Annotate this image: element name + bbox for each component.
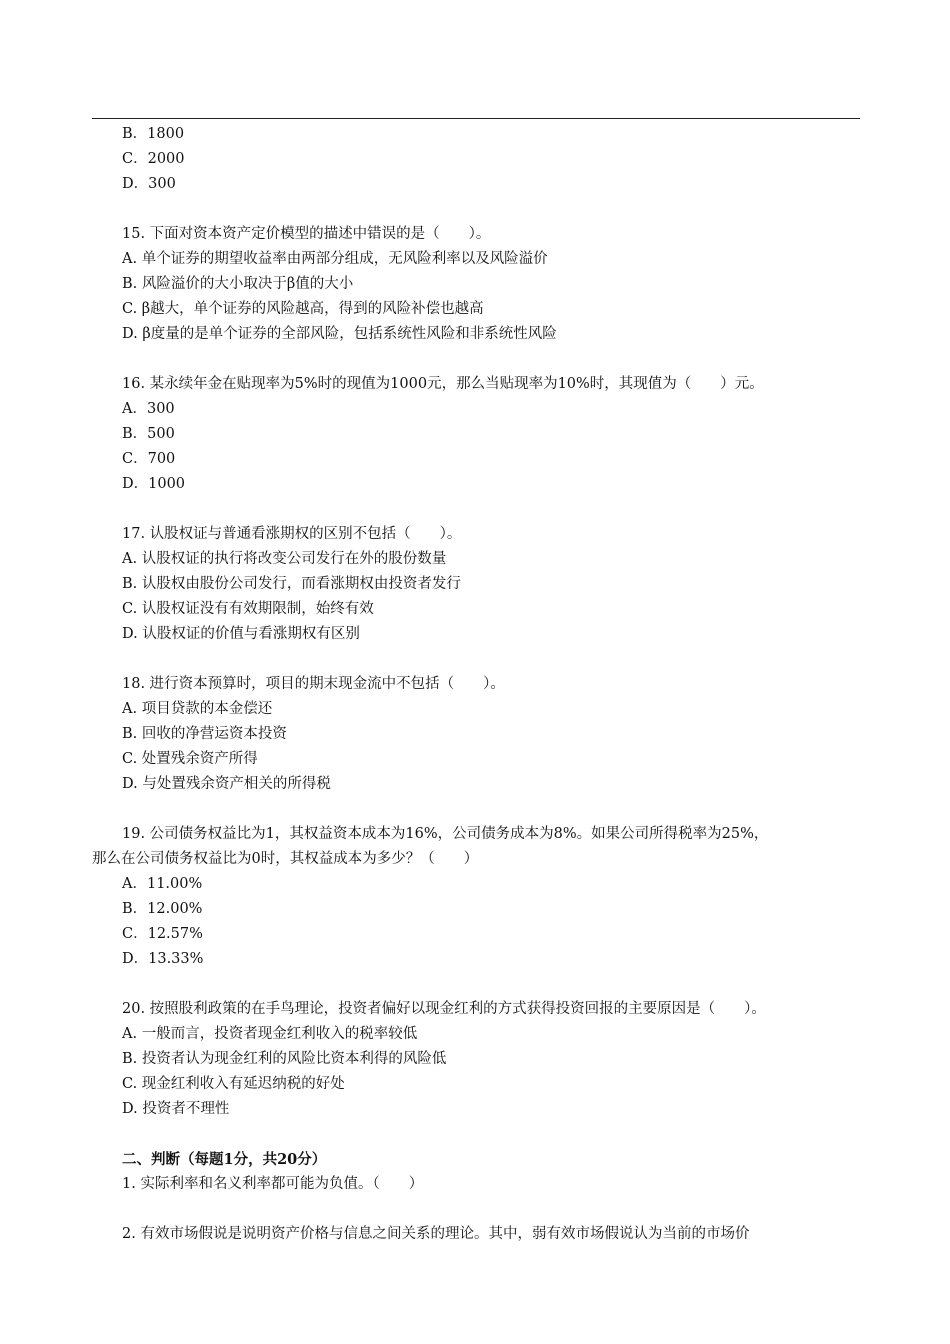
question-16-option-a: A．300 — [122, 401, 175, 417]
question-16-option-b: B．500 — [122, 426, 175, 442]
question-15-option-a: A. 单个证券的期望收益率由两部分组成，无风险利率以及风险溢价 — [122, 251, 548, 267]
question-15-option-b: B. 风险溢价的大小取决于β值的大小 — [122, 276, 354, 292]
question-20-stem: 20. 按照股利政策的在手鸟理论，投资者偏好以现金红利的方式获得投资回报的主要原因是（ ）。 — [122, 1001, 766, 1017]
question-19-option-b: B．12.00% — [122, 901, 203, 917]
question-16-option-c: C．700 — [122, 451, 176, 467]
question-19-stem-line-2: 那么在公司债务权益比为0时，其权益成本为多少？（ ） — [92, 851, 479, 867]
question-17-option-c: C. 认股权证没有有效期限制，始终有效 — [122, 601, 374, 617]
question-17-stem: 17. 认股权证与普通看涨期权的区别不包括（ ）。 — [122, 526, 462, 542]
question-20-option-d: D. 投资者不理性 — [122, 1101, 230, 1117]
question-15-stem: 15. 下面对资本资产定价模型的描述中错误的是（ ）。 — [122, 226, 491, 242]
option-d: D．300 — [122, 176, 176, 192]
option-b: B．1800 — [122, 126, 185, 142]
question-17-option-b: B. 认股权由股份公司发行，而看涨期权由投资者发行 — [122, 576, 461, 592]
judgment-item-2: 2. 有效市场假说是说明资产价格与信息之间关系的理论。其中，弱有效市场假说认为当前的市场价 — [122, 1226, 750, 1242]
question-20-option-b: B. 投资者认为现金红利的风险比资本利得的风险低 — [122, 1051, 447, 1067]
question-18-option-b: B. 回收的净营运资本投资 — [122, 726, 287, 742]
question-18-stem: 18. 进行资本预算时，项目的期末现金流中不包括（ ）。 — [122, 676, 505, 692]
question-19-option-d: D．13.33% — [122, 951, 204, 967]
header-rule — [92, 118, 860, 119]
question-19-stem-line-1: 19. 公司债务权益比为1，其权益资本成本为16%，公司债务成本为8%。如果公司所得税率为25%， — [122, 826, 769, 842]
judgment-item-1: 1. 实际利率和名义利率都可能为负值。（ ） — [122, 1176, 424, 1192]
question-17-option-a: A. 认股权证的执行将改变公司发行在外的股份数量 — [122, 551, 447, 567]
question-18-option-a: A. 项目贷款的本金偿还 — [122, 701, 273, 717]
question-15-option-c: C. β越大，单个证券的风险越高，得到的风险补偿也越高 — [122, 301, 484, 317]
question-15-option-d: D. β度量的是单个证券的全部风险，包括系统性风险和非系统性风险 — [122, 326, 557, 342]
page-content — [92, 122, 862, 1247]
question-20-option-a: A. 一般而言，投资者现金红利收入的税率较低 — [122, 1026, 418, 1042]
question-16-stem: 16. 某永续年金在贴现率为5%时的现值为1000元，那么当贴现率为10%时，其现值为（ ）元。 — [122, 376, 764, 392]
option-c: C．2000 — [122, 151, 185, 167]
question-18-option-d: D. 与处置残余资产相关的所得税 — [122, 776, 331, 792]
question-16-option-d: D．1000 — [122, 476, 186, 492]
section-2-heading: 二、判断（每题1分，共20分） — [122, 1151, 327, 1168]
question-17-option-d: D. 认股权证的价值与看涨期权有区别 — [122, 626, 360, 642]
question-20-option-c: C. 现金红利收入有延迟纳税的好处 — [122, 1076, 345, 1092]
question-18-option-c: C. 处置残余资产所得 — [122, 751, 258, 767]
question-19-option-c: C．12.57% — [122, 926, 203, 942]
question-19-option-a: A．11.00% — [122, 876, 203, 892]
